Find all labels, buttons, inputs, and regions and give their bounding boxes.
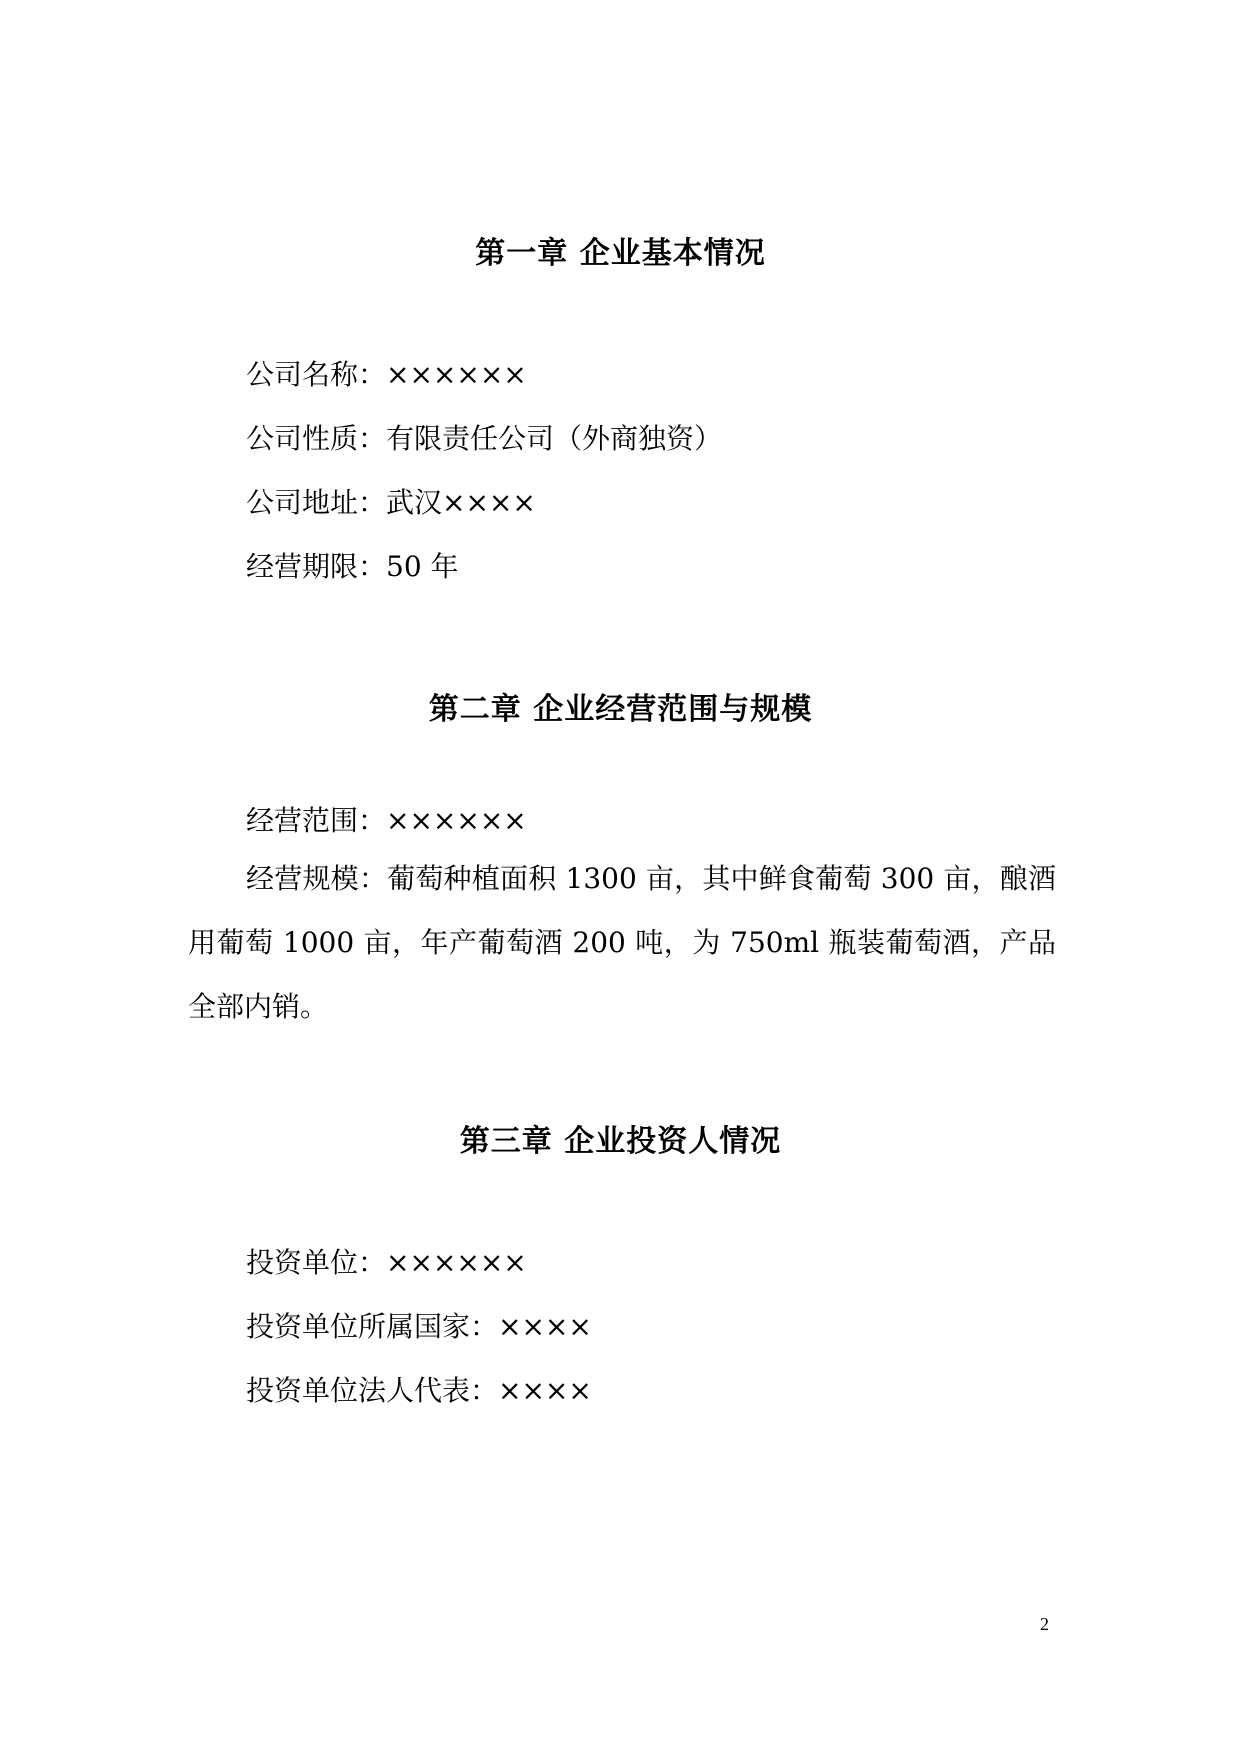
page-number: 2	[1040, 1614, 1049, 1634]
operation-term-line: 经营期限：50 年	[246, 550, 459, 583]
chapter-1-title: 第一章 企业基本情况	[475, 236, 766, 271]
company-nature-line: 公司性质：有限责任公司（外商独资）	[246, 422, 723, 455]
company-address-line: 公司地址：武汉××××	[246, 486, 536, 519]
business-scale-paragraph: 经营规模：葡萄种植面积 1300 亩，其中鲜食葡萄 300 亩，酿酒用葡萄 1000 亩，年产葡萄酒 200 吨，为 750ml 瓶装葡萄酒，产品全部内销。	[188, 862, 1056, 1023]
chapter-3-title: 第三章 企业投资人情况	[459, 1124, 782, 1159]
investor-line: 投资单位：××××××	[246, 1246, 527, 1279]
chapter-2-title: 第二章 企业经营范围与规模	[428, 692, 813, 727]
business-scope-line: 经营范围：××××××	[246, 804, 527, 837]
investor-legal-rep-line: 投资单位法人代表：××××	[246, 1374, 592, 1407]
company-name-line: 公司名称：××××××	[246, 358, 527, 391]
investor-country-line: 投资单位所属国家：××××	[246, 1310, 592, 1343]
